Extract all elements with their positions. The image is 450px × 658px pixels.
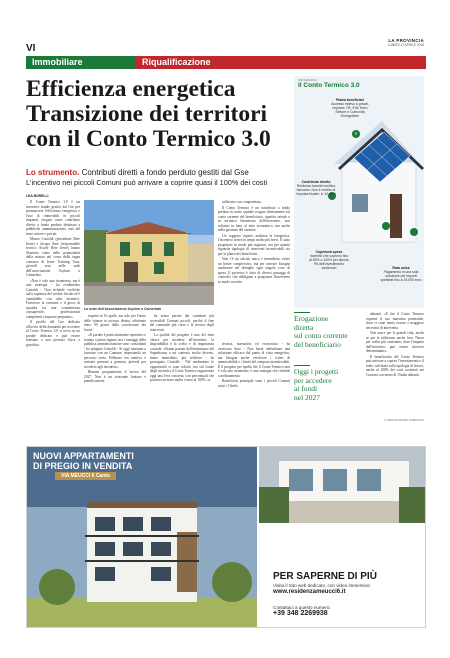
label-copertura-title: Copertura spese: [315, 250, 343, 254]
pullquote-2: Oggi i progetti per accedere ai fondi nel 2027: [294, 367, 339, 402]
ad-address: VIA MEUCCI 6 Canto: [55, 472, 116, 480]
body-col-2: rispetto al 16 aprile, ma solo per l'invio delle istanze in accesso diretto, effettuate entro 90 giorni dalla conclusione dei lavori. «Il portale è particolarmente operativo e tornato a pieno regime, ma i vantaggi della pubblica amministrazione sono consolidati - ha spiegato Castoldi - Si oggi iniziamo a lavorare con un Comune, impostando un percorso serio. Febbraio era inattivo e arrivare presenti a gennaio, prevedi per accedere agli incentivi». Rimane programmato il lavoro del 2027. Non è un orizzonte lontano e pianificazione.: [84, 314, 146, 383]
issue-date: LUNEDÌ 17 APRILE 2016: [387, 43, 424, 47]
label-copertura: [308, 250, 350, 270]
label-beneficiari-text: Accesso esteso a privati, imprese, PA, Enti Terzo Settore e Comunità Energetiche: [331, 102, 369, 118]
infographic: [294, 76, 424, 308]
body-col-5: tecnica, normativa ed economica - ha osservato Ante - Non basta individuare una soluzione efficace dal punto di vista energetico, ma bisogna anche verificare i criteri di ammissibilità e i limiti del computo incentivabile. È il progetto per quello che il Conto Termico non è solo uno strumento, è una strategia che richiede coordinamento. Beneficiari principali sono i piccoli Comuni sotto i 15mila: [218, 342, 290, 388]
label-beneficiari-title: Platea beneficiari: [336, 98, 364, 102]
deck: [26, 168, 316, 188]
ad-cta-title: PER SAPERNE DI PIÙ: [273, 571, 377, 582]
label-contributo: [296, 180, 336, 196]
label-rata-text: Pagamento in una sola soluzione per importi spettanti fino a 15.000 euro: [380, 270, 422, 282]
newspaper-name: LA PROVINCIA: [388, 38, 424, 43]
kicker: Lo strumento.: [26, 168, 80, 177]
ad-contact-label: Contattaci a questo numero:: [273, 605, 331, 610]
ad-title: NUOVI APPARTAMENTI DI PREGIO IN VENDITA: [33, 451, 134, 471]
ad-rendering-right: [259, 447, 425, 523]
article-photo: [84, 200, 214, 305]
body-col-6: abitanti. «È che il Conto Termico esprime il suo massimo potenziale, dove ci sono meno risorse e maggiore necessità di intervento. Non nasce per le grandi città, anche se poi le utilizzano anche loro. Nasce per realtà più contenute, dove l'impatto dell'incentivo può essere davvero determinante». Il beneficiario del Conto Termico può arrivare a coprire l'investimento e il reale, calcolato sulla tipologia di lavoro, anche al 100% dei costi sostenuti nei Comuni con meno di 15mila abitanti.: [366, 312, 424, 377]
ad-website-link[interactable]: www.residenzameucci6.it: [273, 589, 346, 595]
photo-caption: La sede dell'associazione Asylum a Camerlata: [84, 307, 161, 311]
infographic-title: Il Conto Termico 3.0: [298, 82, 360, 89]
label-beneficiari: [328, 98, 372, 118]
pullquote-1: Erogazione diretta sul conto corrente del beneficiario: [294, 314, 348, 349]
body-col-3: ha senso partire dai contenuti più accessibili Comuni piccoli, perché il fine del comunale più corto e la tecnica degli interventi. La qualità del progetto è uno dei temi chiave per accedere all'incentivo: la disponibilità e la scelta è di importanza cruciale. «Siamo passati dall'entusiasmo del Superbonus a un contesto molto diverso, meno immediato, più selettivo - ha proseguito Castoldi - Nel rendimento le opportunità si sono ridotte, ma sul fronte degli incentivi il Conto Termico rappresenta oggi una leva concreta, con percentuali che possono arrivare molto vicine al 100%, se: [150, 314, 214, 382]
deck-line-1: Contributi diretti a fondo perduto gestiti dal Gse: [79, 168, 249, 177]
ad-cta-line: Visita il Sito web dedicato, con video immersivo:: [273, 583, 371, 588]
label-contributo-title: Contributo diretto: [301, 180, 331, 184]
headline-line-2: Transizione dei territori: [26, 101, 268, 127]
ad-info: [273, 571, 423, 617]
copyright: © RIPRODUZIONE RISERVATA: [383, 418, 424, 422]
label-rata: [380, 266, 422, 282]
byline: LEA BORELLI: [26, 194, 49, 198]
section-label: Immobiliare: [26, 56, 136, 69]
label-rata-title: Rata unica: [392, 266, 410, 270]
infographic-tag: INFOGRAFICA: [298, 78, 318, 82]
headline: [26, 77, 311, 152]
advertisement: [26, 446, 426, 628]
label-copertura-text: Incentivi che coprono fino al 65% o 100% per alcune PA dell'investimento sostenuto: [309, 254, 349, 270]
body-col-1: Il Conto Termico 3.0 è un incentivo statale gestito dal Gse per promuovere l'efficienza energetica e l'uso di rinnovabili in piccoli impianti, erogato come contributo diretto a fondo perduto destinato a pubbliche amministrazioni, enti del terzo settore e privati. Mauro Castoldi (presidente Rete Irene) e Jacopo Ante (responsabile tecnico Ascale Rete Irene) hanno illustrato come nelle potenzialità della misura nel corso della tappa comasca di Irene Training Tour, giovedì sera nelle sede dell'associazione Asylum a Camerlata. «Non è solo uno strumento, ma è una strategia - ha evidenziato Castoldi - Non richiede verifiche sulla capienza del credito fiscale ed è cumulabile con altri incentivi. Favorisce la coesione e il gioco di squadra tra una committenza consapevole, professionisti competenti e imprese preparate». Il profilo del Gse dedicato all'avvio della domanda per accedere al Conto Termico 3.0 si trova in un portale dedicato e può essere intestato a una persona fisica o giuridica.: [26, 200, 80, 347]
ad-phone[interactable]: +39 348 2269938: [273, 610, 328, 617]
page-number: VI: [26, 43, 36, 54]
euro-icon: €: [355, 131, 357, 136]
headline-line-1: Efficienza energetica: [26, 76, 236, 102]
masthead: [388, 38, 424, 47]
subsection-label: Riqualificazione: [136, 56, 426, 69]
body-col-4: utilizzato con competenza». Il Conto Termico è un contributo a fondo perduto in conto capitale erogato direttamente sul conto corrente del beneficiario, ripartito rateale o in un'unica finanziaria dell'intervento, non soltanto in base al tetto economico, ma anche nella gestione del cantiere. Un soggetto esperto analizza la tempistica, l'incentivo arriva in tempi molto più brevi. È stato progettato in modo più organico, ma per quanto riguarda tipologia di interventi incentivabili sia per la platea dei beneficiari. Non c'è un calcolo unico e immediato, esiste un limite complessivo, ma per arrivare bisogna analizzare nel dettaglio ogni singolo voce di spesa. Il processo è fatto di diversi passaggi di controllo che obbligano a progettare l'intervento in modo corretto.: [218, 200, 290, 284]
headline-line-3: con il Conto Termico 3.0: [26, 126, 271, 152]
label-contributo-text: Rimborso tramite bonifico bancario. Non è credito di imposta fiscale: in 10 anni: [296, 184, 336, 196]
deck-line-2: L'incentivo nei piccoli Comuni può arrivare a coprire quasi il 100% dei costi: [26, 178, 268, 187]
section-bar: [26, 56, 426, 69]
